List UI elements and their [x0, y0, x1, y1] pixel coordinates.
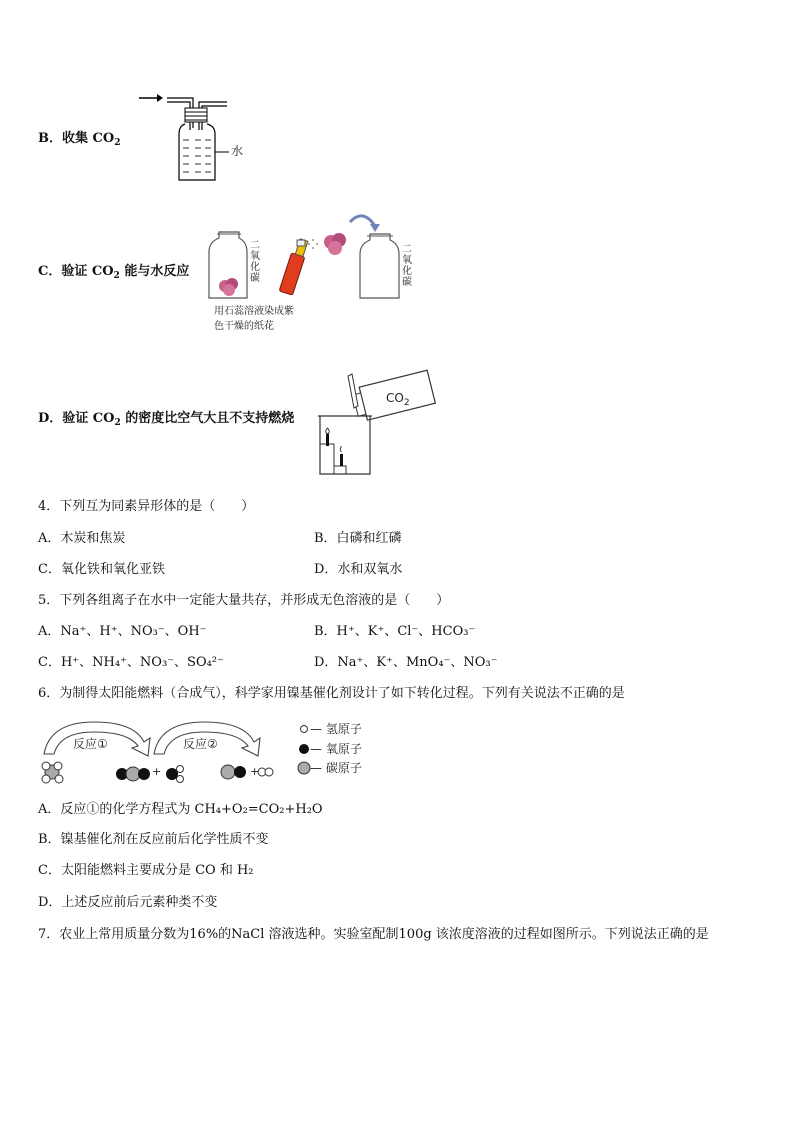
option-3c-sub: 2 [113, 271, 120, 281]
co2-label-right: 二氧化碳 [402, 244, 412, 288]
question-6-stem: 6．为制得太阳能燃料（合成气），科学家用镍基催化剂设计了如下转化过程。下列有关说法不正确的是 [38, 686, 625, 701]
legend-carbon-label: — 碳原子 [310, 761, 362, 775]
figure-caption-line-2: 色干燥的纸花 [214, 321, 274, 332]
hydrogen-molecule-icon [258, 768, 273, 776]
option-5c: C．H⁺、NH₄⁺、NO₃⁻、SO₄²⁻ [38, 655, 224, 670]
option-4c: C．氧化铁和氧化亚铁 [38, 562, 165, 577]
option-3c-rest: 能与水反应 [119, 264, 190, 279]
flower-icon [324, 233, 346, 255]
legend-hydrogen-label: — 氢原子 [310, 722, 362, 736]
co2-bottle-label-sub: 2 [403, 398, 410, 408]
curved-arrow-icon [350, 216, 380, 232]
option-6d: D．上述反应前后元素种类不变 [38, 895, 218, 910]
option-5b: B．H⁺、K⁺、Cl⁻、HCO₃⁻ [314, 624, 476, 639]
figure-caption-line-1: 用石蕊溶液染成紫 [214, 306, 294, 317]
option-5d: D．Na⁺、K⁺、MnO₄⁻、NO₃⁻ [314, 655, 498, 670]
co2-pour-candles-figure [310, 368, 440, 480]
option-3c [38, 263, 189, 285]
legend-carbon-icon [298, 762, 310, 774]
option-4b: B．白磷和红磷 [314, 531, 402, 546]
option-3d [38, 410, 294, 432]
question-5-stem: 5．下列各组离子在水中一定能大量共存，并形成无色溶液的是（ ） [38, 593, 450, 608]
legend-carbon-text: 碳原子 [325, 761, 362, 775]
legend-oxygen-label: — 氧原子 [310, 742, 362, 756]
option-3d-rest: 的密度比空气大且不支持燃烧 [120, 411, 295, 426]
methane-molecule-icon [42, 762, 63, 783]
legend-hydrogen-text: 氢原子 [325, 722, 362, 736]
option-3d-sub: 2 [114, 418, 121, 428]
legend-hydrogen-icon [301, 726, 308, 733]
co2-label-left: 二氧化碳 [250, 240, 260, 284]
option-3b-sub: 2 [114, 138, 121, 148]
question-4-stem: 4．下列互为同素异形体的是（ ） [38, 499, 255, 514]
co-molecule-icon [221, 765, 246, 779]
co2-bottle-label-text: CO [386, 391, 404, 405]
plus-sign-1: + [152, 765, 162, 778]
reaction-2-label: 反应② [183, 737, 218, 751]
arrow-icon [139, 94, 163, 102]
option-6c: C．太阳能燃料主要成分是 CO 和 H₂ [38, 863, 254, 878]
option-3d-label: D．验证 CO [38, 411, 115, 426]
spray-bottle-icon [279, 239, 308, 295]
option-6a: A．反应①的化学方程式为 CH₄+O₂=CO₂+H₂O [38, 802, 323, 817]
option-3b [38, 130, 120, 152]
option-6b: B．镍基催化剂在反应前后化学性质不变 [38, 832, 269, 847]
co2-molecule-icon [116, 767, 150, 781]
legend-oxygen-icon [299, 744, 309, 754]
option-3c-label: C．验证 CO [38, 264, 114, 279]
gas-collection-bottle-figure [135, 88, 255, 184]
plus-sign-2: + [250, 765, 260, 778]
option-3b-label: B．收集 CO [38, 131, 115, 146]
water-label: 水 [231, 144, 244, 158]
reaction-1-label: 反应① [73, 737, 108, 751]
option-5a: A．Na⁺、H⁺、NO₃⁻、OH⁻ [38, 624, 207, 639]
co2-bottle-label [386, 391, 410, 410]
question-7-stem: 7．农业上常用质量分数为16%的NaCl 溶液选种。实验室配制100g 该浓度溶液的过程如图所示。下列说法正确的是 [38, 927, 709, 942]
co2-water-reaction-figure [205, 210, 420, 305]
option-4a: A．木炭和焦炭 [38, 531, 126, 546]
legend-oxygen-text: 氧原子 [325, 742, 362, 756]
option-4d: D．水和双氧水 [314, 562, 403, 577]
water-molecule-icon [166, 766, 184, 783]
